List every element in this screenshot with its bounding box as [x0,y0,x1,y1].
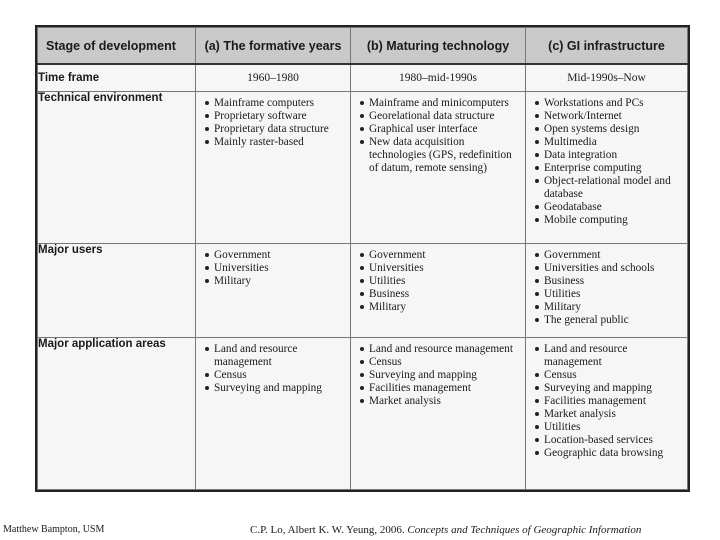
time-frame-a: 1960–1980 [196,64,351,92]
bullet-item: The general public [534,314,683,327]
bullet-item: Universities and schools [534,262,683,275]
apps-a-list [196,338,350,395]
bullet-item: Proprietary data structure [204,123,346,136]
apps-c-cell [526,338,688,490]
gis-development-table-frame [35,25,690,492]
technical-environment-row [38,92,688,244]
bullet-item: Multimedia [534,136,683,149]
bullet-item: Government [204,249,346,262]
bullet-item: Facilities management [534,395,683,408]
bullet-item: Georelational data structure [359,110,521,123]
users-b-cell [351,244,526,338]
bullet-item: Utilities [359,275,521,288]
apps-b-cell [351,338,526,490]
bullet-item: Object-relational model and database [534,175,683,201]
footer-citation-title: Concepts and Techniques of Geographic Information [407,524,642,536]
bullet-item: Military [359,301,521,314]
bullet-item: Land and resource management [359,343,521,356]
apps-c-list [526,338,687,460]
users-c-list [526,244,687,327]
bullet-item: Market analysis [359,395,521,408]
time-frame-row [38,64,688,92]
gis-development-table [37,27,688,490]
bullet-item: Network/Internet [534,110,683,123]
major-users-row [38,244,688,338]
bullet-item: Surveying and mapping [534,382,683,395]
tech-c-list [526,92,687,227]
tech-b-list [351,92,525,175]
header-gi-infrastructure: (c) GI infrastructure [526,28,688,65]
tech-a-list [196,92,350,149]
users-a-cell [196,244,351,338]
bullet-item: Government [534,249,683,262]
bullet-item: Military [534,301,683,314]
bullet-item: New data acquisition technologies (GPS, redefinition of datum, remote sensing) [359,136,521,175]
users-a-list [196,244,350,288]
bullet-item: Mainframe and minicomputers [359,97,521,110]
footer-citation [250,524,641,536]
row-label-major-application-areas: Major application areas [38,338,196,490]
bullet-item: Mobile computing [534,214,683,227]
bullet-item: Workstations and PCs [534,97,683,110]
bullet-item: Surveying and mapping [204,382,346,395]
tech-b-cell [351,92,526,244]
tech-c-cell [526,92,688,244]
row-label-time-frame: Time frame [38,64,196,92]
bullet-item: Business [534,275,683,288]
apps-b-list [351,338,525,408]
bullet-item: Data integration [534,149,683,162]
bullet-item: Utilities [534,288,683,301]
apps-a-cell [196,338,351,490]
bullet-item: Military [204,275,346,288]
bullet-item: Geographic data browsing [534,447,683,460]
header-row [38,28,688,65]
bullet-item: Enterprise computing [534,162,683,175]
bullet-item: Land and resource management [204,343,346,369]
bullet-item: Census [534,369,683,382]
footer-author: Matthew Bampton, USM [3,524,105,535]
major-application-areas-row [38,338,688,490]
bullet-item: Location-based services [534,434,683,447]
bullet-item: Government [359,249,521,262]
bullet-item: Universities [359,262,521,275]
bullet-item: Universities [204,262,346,275]
bullet-item: Census [359,356,521,369]
users-c-cell [526,244,688,338]
tech-a-cell [196,92,351,244]
time-frame-c: Mid-1990s–Now [526,64,688,92]
bullet-item: Census [204,369,346,382]
bullet-item: Utilities [534,421,683,434]
bullet-item: Proprietary software [204,110,346,123]
bullet-item: Open systems design [534,123,683,136]
row-label-technical-environment: Technical environment [38,92,196,244]
header-stage: Stage of development [38,28,196,65]
footer-citation-authors: C.P. Lo, Albert K. W. Yeung, 2006. [250,524,405,536]
bullet-item: Surveying and mapping [359,369,521,382]
row-label-major-users: Major users [38,244,196,338]
header-maturing-technology: (b) Maturing technology [351,28,526,65]
bullet-item: Mainframe computers [204,97,346,110]
time-frame-b: 1980–mid-1990s [351,64,526,92]
bullet-item: Business [359,288,521,301]
bullet-item: Graphical user interface [359,123,521,136]
bullet-item: Geodatabase [534,201,683,214]
bullet-item: Mainly raster-based [204,136,346,149]
header-formative-years: (a) The formative years [196,28,351,65]
bullet-item: Facilities management [359,382,521,395]
users-b-list [351,244,525,314]
bullet-item: Market analysis [534,408,683,421]
bullet-item: Land and resource management [534,343,683,369]
